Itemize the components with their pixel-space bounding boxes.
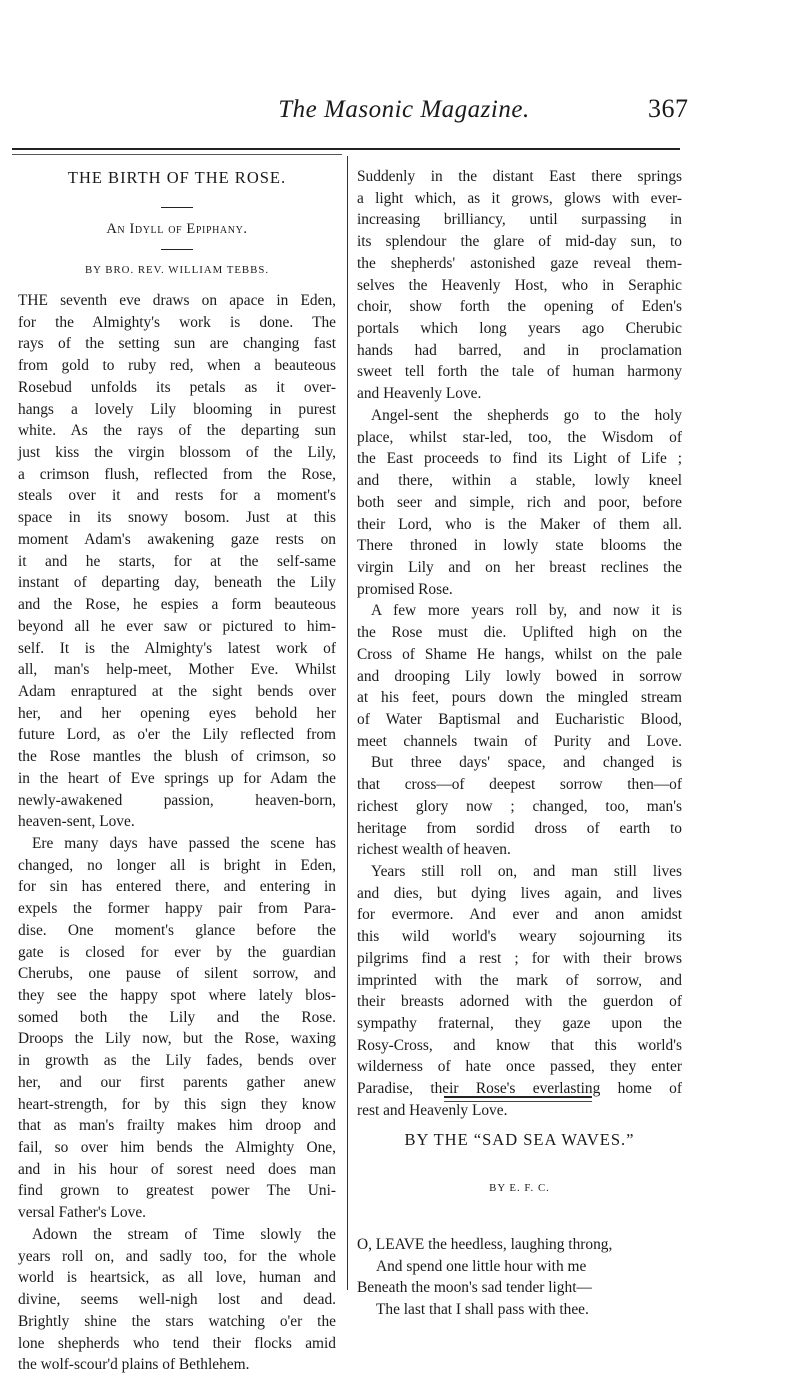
text-line: the shepherds' astonished gaze reveal them- [357,254,682,272]
text-line: hangs a lovely Lily blooming in purest [18,400,336,418]
header-rule-thin [12,154,342,155]
text-line: their Lord, who is the Maker of them all. [357,515,682,533]
text-line: all, man's help-meet, Mother Eve. Whilst [18,661,336,679]
text-line: sweet tell forth the tale of human harmony [357,363,682,381]
magazine-title: The Masonic Magazine. [278,96,530,123]
subtitle-rule [161,249,193,250]
text-line: a light which, as it grows, glows with ever- [357,189,682,207]
text-line: and the Rose, he espies a form beauteous [18,596,336,614]
text-line: There throned in lowly state blooms the [357,537,682,555]
text-line: they see the happy spot where lately blos- [18,987,336,1004]
text-line: the East proceeds to find its Light of Life ; [357,450,682,468]
text-line: Adown the stream of Time slowly the [32,1225,336,1243]
text-line: its splendour the glare of mid-day sun, to [357,233,682,251]
text-line: her, and her opening eyes behold her [18,704,336,722]
text-line: instant of departing day, beneath the Lily [18,574,336,592]
article-byline: BY BRO. REV. WILLIAM TEBBS. [84,264,270,276]
text-line: rays of the setting sun are changing fast [18,335,336,353]
text-line: richest glory now ; changed, too, man's [357,797,682,815]
section-divider-thin [444,1101,592,1102]
text-line: the wolf-scour'd plains of Bethlehem. [18,1356,250,1374]
text-line: fail, so over him bends the Almighty One, [18,1139,336,1157]
text-line: in the heart of Eve springs up for Adam the [18,769,336,787]
text-line: of Water Baptismal and Eucharistic Blood, [357,710,682,728]
text-line: pilgrims find a rest ; for with their brows [357,949,682,967]
text-line: world is heartsick, as all love, human and [18,1269,336,1287]
text-line: both seer and simple, rich and poor, before [357,493,682,511]
text-line: their breasts adorned with the guerdon of [357,993,682,1011]
text-line: white. As the rays of the departing sun [18,422,336,440]
text-line: it and he starts, for at the self-same [18,552,336,570]
text-line: this wild world's weary sojourning its [357,928,682,946]
text-line: for the Almighty's work is done. The [18,313,336,331]
text-line: Adam enraptured at the sight bends over [18,682,336,700]
poem-byline: BY E. F. C. [489,1182,550,1194]
title-rule [161,207,193,208]
text-line: THE seventh eve draws on apace in Eden, [18,292,336,309]
text-line: lone shepherds who tend their flocks amid [18,1334,336,1352]
text-line: choir, show forth the opening of Eden's [357,298,682,316]
text-line: Cross of Shame He hangs, whilst on the pale [357,645,682,663]
text-line: expels the former happy pair from Para- [18,900,336,918]
text-line: somed both the Lily and the Rose. [18,1008,336,1026]
text-line: Ere many days have passed the scene has [32,834,336,852]
text-line: and dies, but dying lives again, and lives [357,884,682,902]
text-line: space in its snowy bosom. Just at this [18,509,336,527]
text-line: wilderness of hate once passed, they enter [357,1058,682,1076]
text-line: Angel-sent the shepherds go to the holy [371,406,682,424]
text-line: and there, within a stable, lowly kneel [357,472,682,490]
text-line: the Rose mantles the blush of crimson, so [18,748,336,766]
text-line: richest wealth of heaven. [357,841,511,859]
text-line: changed, no longer all is bright in Eden, [18,856,336,874]
column-divider [347,156,348,1290]
text-line: Suddenly in the distant East there springs [357,168,682,185]
text-line: and Heavenly Love. [357,385,482,403]
text-line: gate is closed for ever by the guardian [18,943,336,961]
text-line: place, whilst star-led, too, the Wisdom of [357,428,682,446]
text-line: heritage from sordid dross of earth to [357,819,682,837]
text-line: for sin has entered there, and entering in [18,878,336,896]
article-title: THE BIRTH OF THE ROSE. [67,168,287,187]
text-line: dise. One moment's glance before the [18,921,336,939]
text-line: selves the Heavenly Host, who in Seraphic [357,276,682,294]
text-line: newly-awakened passion, heaven-born, [18,791,336,809]
text-line: A few more years roll by, and now it is [371,602,682,620]
poem-line: Beneath the moon's sad tender light— [357,1279,592,1297]
section-divider [444,1096,592,1098]
text-line: future Lord, as o'er the Lily reflected from [18,726,336,744]
text-line: beyond all he ever saw or pictured to him- [18,617,336,635]
text-line: portals which long years ago Cherubic [357,320,682,338]
text-line: imprinted with the mark of sorrow, and [357,971,682,989]
poem-body [357,1234,682,1321]
text-line: heart-strength, for by this sign they know [18,1095,336,1113]
poem-line: And spend one little hour with me [376,1257,587,1275]
text-line: self. It is the Almighty's latest work of [18,639,336,657]
text-line: meet channels twain of Purity and Love. [357,732,682,750]
text-line: Years still roll on, and man still lives [371,863,682,880]
text-line: from gold to ruby red, when a beauteous [18,357,336,375]
poem-title: BY THE “SAD SEA WAVES.” [404,1130,635,1149]
text-line: versal Father's Love. [18,1204,146,1222]
text-line: Paradise, their Rose's everlasting home of [357,1080,682,1098]
text-line: and in his hour of sorest need does man [18,1160,336,1178]
text-line: virgin Lily and on her breast reclines the [357,558,682,576]
text-line: sympathy fraternal, they gaze upon the [357,1015,682,1033]
text-line: Rosy-Cross, and know that this world's [357,1036,682,1054]
text-line: heaven-sent, Love. [18,813,135,831]
text-line: steals over it and rests for a moment's [18,487,336,505]
text-line: increasing brilliancy, until surpassing in [357,211,682,229]
text-line: promised Rose. [357,580,453,598]
text-line: Droops the Lily now, but the Rose, waxing [18,1030,336,1048]
text-line: and drooping Lily lowly bowed in sorrow [357,667,682,685]
article-right-column [357,166,682,1122]
header-rule [12,148,680,150]
text-line: at his feet, pours down the mingled stream [357,689,682,707]
text-line: But three days' space, and changed is [371,754,682,772]
poem-line: O, LEAVE the heedless, laughing throng, [357,1236,613,1253]
text-line: Rosebud unfolds its petals as it over- [18,378,336,396]
text-line: find grown to greatest power The Uni- [18,1182,336,1200]
text-line: moment Adam's awakening gaze rests on [18,530,336,548]
text-line: a crimson flush, reflected from the Rose, [18,465,336,483]
article-subtitle: An Idyll of Epiphany. [106,221,248,237]
text-line: years roll on, and sadly too, for the whole [18,1247,336,1265]
article-left-column [18,290,336,1376]
page-number: 367 [648,94,689,123]
poem-line: The last that I shall pass with thee. [376,1301,589,1319]
text-line: divine, seems well-nigh lost and dead. [18,1291,336,1309]
text-line: for evermore. And ever and anon amidst [357,906,682,924]
text-line: just kiss the virgin blossom of the Lily, [18,444,336,462]
text-line: Brightly shine the stars watching o'er the [18,1312,336,1330]
text-line: the Rose must die. Uplifted high on the [357,624,682,642]
text-line: her, and our first parents gather anew [18,1073,336,1091]
text-line: rest and Heavenly Love. [357,1101,508,1119]
text-line: in growth as the Lily fades, bends over [18,1052,336,1070]
text-line: that cross—of deepest sorrow then—of [357,776,682,794]
text-line: Cherubs, one pause of silent sorrow, and [18,965,336,983]
text-line: hands had barred, and in proclamation [357,341,682,359]
text-line: that as man's frailty makes him droop and [18,1117,336,1135]
